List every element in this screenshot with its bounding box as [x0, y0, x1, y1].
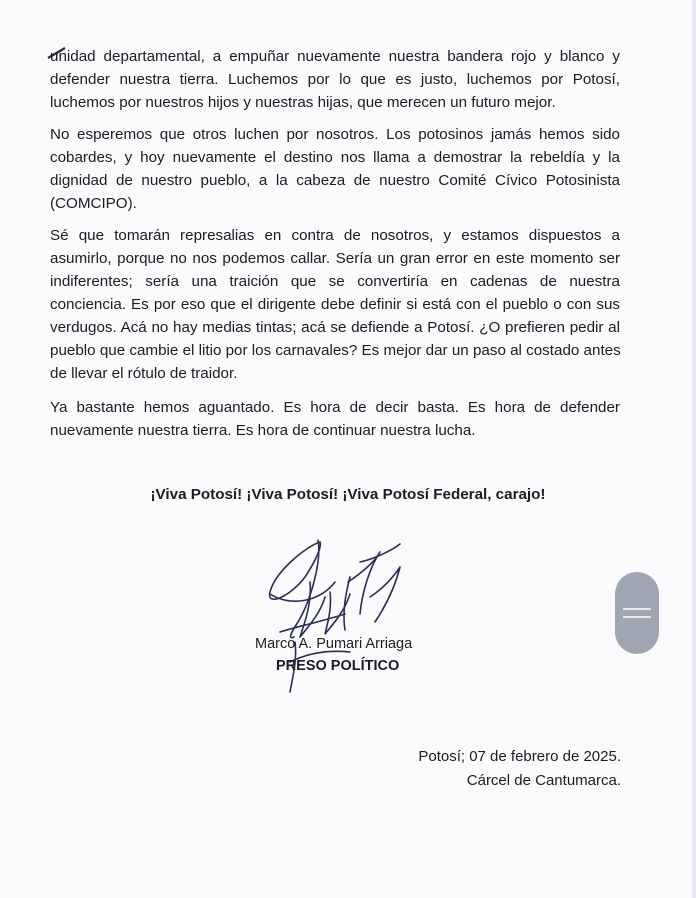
- paragraph-line: (COMCIPO).: [50, 195, 137, 212]
- handle-grip-line: [623, 608, 651, 610]
- paragraph-line: luchemos por nuestros hijos y nuestras hijas, que merecen un futuro mejor.: [50, 94, 556, 111]
- signatory-name: Marco A. Pumari Arriaga: [255, 636, 413, 652]
- paragraph-line: unidad departamental, a empuñar nuevamente nuestra bandera rojo y blanco y: [50, 48, 620, 65]
- paragraph-line: Sé que tomarán represalias en contra de nosotros, y estamos dispuestos a: [50, 227, 620, 244]
- paragraph-line: No esperemos que otros luchen por nosotros. Los potosinos jamás hemos sido: [50, 126, 620, 143]
- scroll-handle[interactable]: [615, 572, 659, 654]
- paragraph-line: conciencia. Es por eso que el dirigente debe definir si está con el pueblo o con sus: [50, 296, 620, 313]
- page-edge: [692, 0, 696, 898]
- paragraph-line: nuevamente nuestra tierra. Es hora de continuar nuestra lucha.: [50, 422, 476, 439]
- place-and-date: Potosí; 07 de febrero de 2025.: [418, 748, 621, 765]
- handle-grip-line: [623, 616, 651, 618]
- closing-slogan: ¡Viva Potosí! ¡Viva Potosí! ¡Viva Potosí Federal, carajo!: [150, 486, 546, 503]
- paragraph-line: dignidad de nuestro pueblo, a la cabeza de nuestro Comité Cívico Potosinista: [50, 172, 620, 189]
- location: Cárcel de Cantumarca.: [466, 772, 621, 789]
- paragraph-4: [50, 396, 620, 442]
- paragraph-line: de llevar el rótulo de traidor.: [50, 365, 238, 382]
- paragraph-line: asumirlo, porque no nos podemos callar. Sería un gran error en este momento ser: [50, 250, 620, 267]
- paragraph-line: Ya bastante hemos aguantado. Es hora de decir basta. Es hora de defender: [50, 399, 620, 416]
- paragraph-1: [50, 45, 620, 114]
- signatory-title: PRESO POLÍTICO: [276, 658, 400, 674]
- paragraph-2: [50, 123, 620, 215]
- paragraph-line: indiferentes; sería una traición que se convertiría en cadenas de nuestra: [50, 273, 620, 290]
- paragraph-line: defender nuestra tierra. Luchemos por lo que es justo, luchemos por Potosí,: [50, 71, 620, 88]
- handwritten-signature: [250, 522, 420, 702]
- paragraph-line: pueblo que cambie el litio por los carnavales? Es mejor dar un paso al costado antes: [50, 342, 621, 359]
- paragraph-line: verdugos. Acá no hay medias tintas; acá se defiende a Potosí. ¿O prefieren pedir al: [50, 319, 620, 336]
- paragraph-3: [50, 224, 620, 385]
- paragraph-line: cobardes, y hoy nuevamente el destino nos llama a demostrar la rebeldía y la: [50, 149, 620, 166]
